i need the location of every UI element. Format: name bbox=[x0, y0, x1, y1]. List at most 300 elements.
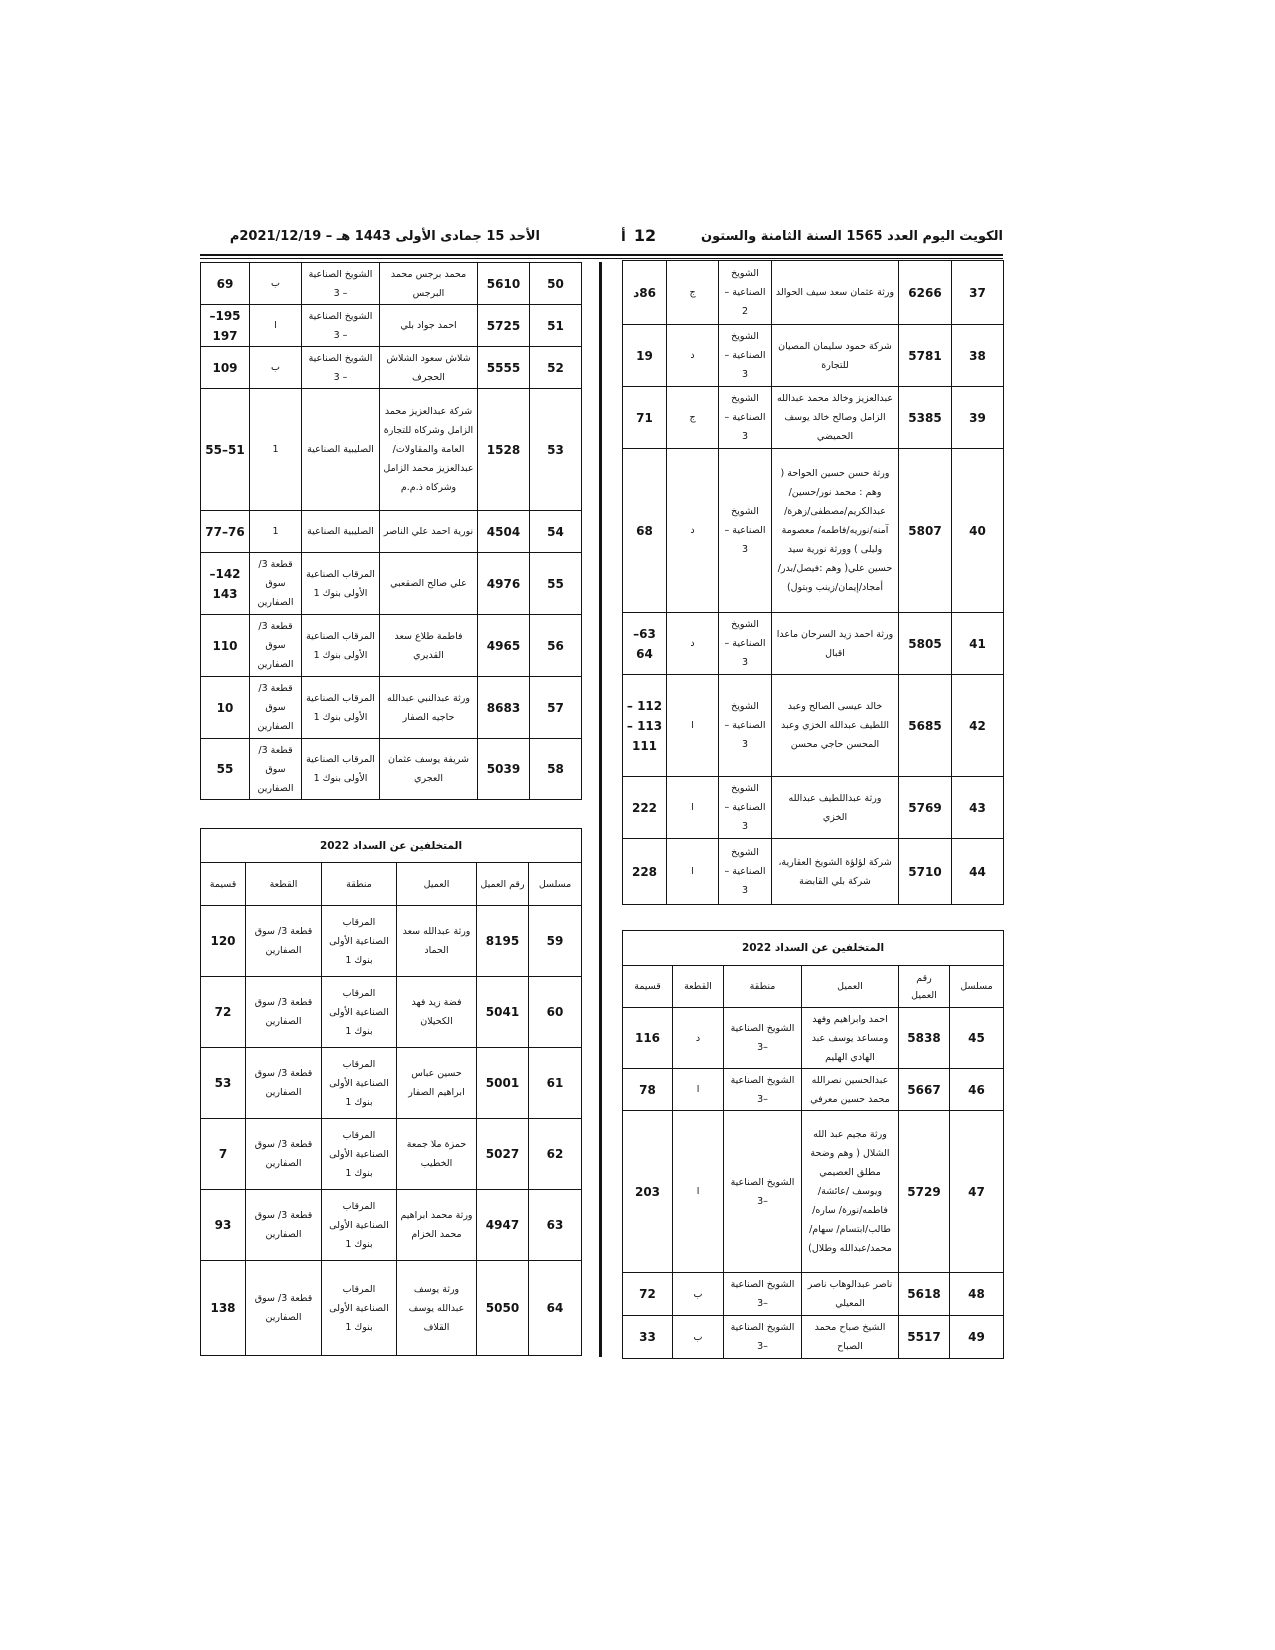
plot-text: 110 bbox=[212, 638, 238, 653]
block-cell bbox=[666, 613, 718, 674]
client-name-text: حمزة ملا جمعة الخطيب bbox=[406, 1139, 467, 1169]
area-cell bbox=[301, 389, 379, 510]
client-name-text: شركة لؤلؤة الشويخ العقارية، شركة بلي القابضة bbox=[778, 856, 892, 887]
plot-cell bbox=[201, 1261, 245, 1355]
plot-cell bbox=[623, 1069, 672, 1110]
plot-text: 86د bbox=[633, 285, 656, 300]
area-text: الشويخ الصناعية –3 bbox=[724, 506, 766, 555]
left-top-table bbox=[200, 262, 582, 800]
area-cell bbox=[321, 906, 396, 976]
serial-cell bbox=[529, 305, 581, 346]
serial-cell bbox=[949, 1316, 1003, 1358]
serial-cell bbox=[529, 615, 581, 676]
plot-cell bbox=[201, 389, 249, 510]
serial-cell bbox=[529, 511, 581, 552]
client-number-cell bbox=[898, 839, 951, 904]
area-cell bbox=[321, 1261, 396, 1355]
serial-cell bbox=[528, 1261, 581, 1355]
column-header bbox=[949, 966, 1003, 1007]
plot-text: 195–197 bbox=[209, 308, 241, 343]
client-number-cell bbox=[476, 1190, 528, 1260]
block-cell bbox=[245, 1190, 321, 1260]
client-number-cell bbox=[477, 553, 529, 614]
client-name-text: ناصر عبدالوهاب ناصر المعيلي bbox=[807, 1279, 893, 1309]
area-text: الشويخ الصناعية –3 bbox=[724, 847, 766, 896]
plot-cell bbox=[201, 553, 249, 614]
column-header bbox=[396, 863, 476, 905]
area-cell bbox=[301, 677, 379, 738]
serial-cell bbox=[529, 739, 581, 799]
table-row bbox=[623, 261, 1003, 325]
serial-text: 53 bbox=[547, 442, 564, 457]
column-header-label: العميل bbox=[837, 981, 863, 992]
serial-text: 43 bbox=[969, 800, 986, 815]
table-title: المتخلفين عن السداد 2022 bbox=[201, 829, 581, 863]
block-cell bbox=[666, 387, 718, 448]
block-text: ج bbox=[689, 412, 696, 423]
area-cell bbox=[718, 449, 771, 612]
serial-text: 56 bbox=[547, 638, 564, 653]
client-name-text: نورية احمد علي الناصر bbox=[383, 526, 474, 537]
client-number-text: 5610 bbox=[486, 276, 521, 291]
area-text: الشويخ الصناعية –3 bbox=[724, 619, 766, 668]
block-text: قطعة 3/ سوق الصفارين bbox=[257, 559, 294, 608]
area-text: الشويخ الصناعية –3 bbox=[730, 1176, 795, 1207]
client-number-text: 5769 bbox=[908, 800, 942, 815]
block-text: ا bbox=[274, 320, 277, 331]
client-number-cell bbox=[898, 325, 951, 386]
area-cell bbox=[718, 387, 771, 448]
area-cell bbox=[718, 675, 771, 776]
area-text: المرقاب الصناعية الأولى بنوك 1 bbox=[329, 916, 389, 966]
plot-cell bbox=[623, 1111, 672, 1272]
serial-text: 37 bbox=[969, 285, 986, 300]
serial-text: 60 bbox=[546, 1005, 564, 1019]
serial-cell bbox=[528, 1190, 581, 1260]
plot-cell bbox=[201, 347, 249, 388]
column-header-row bbox=[623, 966, 1003, 1008]
block-cell bbox=[666, 449, 718, 612]
plot-text: 69 bbox=[216, 276, 234, 291]
column-header-label: قسيمة bbox=[209, 878, 237, 890]
plot-text: 72 bbox=[639, 1287, 656, 1301]
area-text: المرقاب الصناعية الأولى بنوك 1 bbox=[306, 754, 375, 784]
client-number-cell bbox=[477, 739, 529, 799]
block-cell bbox=[245, 906, 321, 976]
plot-cell bbox=[201, 263, 249, 304]
plot-cell bbox=[623, 1273, 672, 1315]
column-header-label: قسيمة bbox=[634, 981, 661, 992]
client-number-cell bbox=[898, 1111, 949, 1272]
table-row bbox=[201, 1261, 581, 1355]
client-number-text: 5027 bbox=[485, 1147, 520, 1161]
client-name-cell bbox=[771, 325, 898, 386]
table-row bbox=[201, 1048, 581, 1119]
publication-info: الكويت اليوم العدد 1565 السنة الثامنة والستون bbox=[701, 229, 1003, 244]
client-name-cell bbox=[379, 677, 477, 738]
client-name-cell bbox=[396, 1119, 476, 1189]
client-name-text: ورثة يوسف عبدالله يوسف القلاف bbox=[408, 1283, 465, 1333]
client-number-text: 8195 bbox=[485, 934, 520, 948]
block-text: 1 bbox=[272, 444, 279, 455]
client-number-text: 5039 bbox=[486, 762, 521, 776]
serial-cell bbox=[949, 1111, 1003, 1272]
plot-cell bbox=[201, 511, 249, 552]
client-number-text: 5555 bbox=[486, 360, 521, 375]
serial-text: 63 bbox=[546, 1218, 564, 1232]
plot-text: 55 bbox=[216, 762, 234, 776]
table-row bbox=[623, 387, 1003, 449]
client-number-cell bbox=[477, 347, 529, 388]
plot-cell bbox=[201, 1048, 245, 1118]
client-name-cell bbox=[396, 1048, 476, 1118]
issue-date: الأحد 15 جمادى الأولى 1443 هـ – 2021/12/19م bbox=[229, 229, 540, 244]
client-number-cell bbox=[476, 1048, 528, 1118]
serial-cell bbox=[951, 613, 1003, 674]
client-name-cell bbox=[379, 511, 477, 552]
area-cell bbox=[321, 1119, 396, 1189]
plot-text: 203 bbox=[634, 1184, 661, 1199]
serial-text: 44 bbox=[969, 864, 986, 879]
plot-cell bbox=[201, 906, 245, 976]
client-number-cell bbox=[476, 1261, 528, 1355]
column-header-label: القطعة bbox=[269, 878, 298, 890]
column-header-row bbox=[201, 863, 581, 906]
column-header-label: القطعة bbox=[684, 981, 712, 992]
client-name-text: شركة عبدالعزيز محمد الزامل وشركاه للتجارة العامة والمقاولات/عبدالعزيز محمد الزامل وشركاه ذ.م.م bbox=[383, 406, 474, 493]
client-number-text: 5517 bbox=[907, 1330, 941, 1344]
table-row bbox=[623, 449, 1003, 613]
block-cell bbox=[249, 739, 301, 799]
client-name-cell bbox=[771, 449, 898, 612]
block-cell bbox=[249, 389, 301, 510]
serial-text: 38 bbox=[969, 348, 986, 363]
client-number-text: 5729 bbox=[907, 1184, 941, 1199]
area-text: الشويخ الصناعية –3 bbox=[724, 701, 766, 750]
table-row bbox=[623, 613, 1003, 675]
table-row bbox=[201, 1190, 581, 1261]
client-name-cell bbox=[379, 347, 477, 388]
plot-cell bbox=[201, 1119, 245, 1189]
block-text: قطعة 3/ سوق الصفارين bbox=[254, 1210, 313, 1240]
serial-cell bbox=[951, 325, 1003, 386]
client-name-text: شركة حمود سليمان المصيان للتجارة bbox=[778, 340, 892, 371]
client-number-text: 5050 bbox=[485, 1301, 520, 1315]
client-name-cell bbox=[379, 263, 477, 304]
client-name-cell bbox=[801, 1316, 898, 1358]
plot-text: 19 bbox=[636, 348, 653, 363]
area-cell bbox=[301, 553, 379, 614]
serial-text: 62 bbox=[546, 1147, 564, 1161]
block-text: د bbox=[690, 525, 695, 536]
client-number-text: 5685 bbox=[908, 718, 942, 733]
column-header-label: مسلسل bbox=[960, 981, 993, 992]
client-name-text: ورثة حسن حسين الحواحة ( وهم : محمد نور/حسين/عبدالكريم/مصطفى/زهرة/آمنه/نوريه/فاطمه/ معصومة وليلى ) وورثة نورية سيد حسين علي( وهم :فيصل/بدر/أمجاد/إيمان/زينب وبتول) bbox=[777, 468, 893, 593]
serial-text: 49 bbox=[968, 1330, 985, 1344]
client-number-text: 8683 bbox=[486, 700, 521, 715]
client-number-cell bbox=[476, 906, 528, 976]
client-number-text: 1528 bbox=[486, 442, 521, 457]
area-text: الشويخ الصناعية –3 bbox=[724, 331, 766, 380]
plot-text: 63–64 bbox=[633, 626, 656, 661]
client-name-text: شريفة يوسف عثمان العجري bbox=[387, 754, 470, 784]
column-header bbox=[476, 863, 528, 905]
header-rule bbox=[200, 254, 1003, 256]
plot-text: 142–143 bbox=[209, 566, 241, 601]
client-name-text: عبدالعزيز وخالد محمد عبدالله الزامل وصالح خالد يوسف الحميضي bbox=[776, 393, 894, 442]
serial-text: 64 bbox=[546, 1301, 564, 1315]
block-cell bbox=[249, 305, 301, 346]
area-text: الشويخ الصناعية –3 bbox=[724, 783, 766, 832]
area-text: الشويخ الصناعية – 3 bbox=[308, 352, 373, 383]
block-cell bbox=[666, 261, 718, 324]
plot-text: 53 bbox=[214, 1076, 232, 1090]
area-text: الشويخ الصناعية –3 bbox=[724, 393, 766, 442]
client-number-cell bbox=[476, 1119, 528, 1189]
client-name-text: ورثة عثمان سعد سيف الحوالد bbox=[775, 287, 895, 298]
client-number-text: 5001 bbox=[485, 1076, 520, 1090]
block-text: قطعة 3/ سوق الصفارين bbox=[257, 621, 294, 670]
client-name-text: علي صالح الصقعبي bbox=[390, 578, 467, 589]
plot-text: 76–77 bbox=[205, 524, 245, 539]
area-text: المرقاب الصناعية الأولى بنوك 1 bbox=[329, 987, 389, 1037]
block-text: قطعة 3/ سوق الصفارين bbox=[257, 683, 294, 732]
table-row bbox=[201, 347, 581, 389]
serial-text: 57 bbox=[547, 700, 564, 715]
client-name-text: محمد برجس محمد البرجس bbox=[390, 268, 467, 299]
client-name-cell bbox=[771, 777, 898, 838]
table-row bbox=[623, 1316, 1003, 1358]
client-number-text: 6266 bbox=[908, 285, 942, 300]
block-text: 1 bbox=[272, 526, 279, 537]
left-bottom-table bbox=[200, 828, 582, 1356]
serial-text: 45 bbox=[968, 1031, 985, 1045]
area-text: المرقاب الصناعية الأولى بنوك 1 bbox=[329, 1129, 389, 1179]
serial-text: 47 bbox=[968, 1184, 985, 1199]
area-text: الصليبية الصناعية bbox=[307, 444, 374, 455]
plot-cell bbox=[201, 615, 249, 676]
client-number-cell bbox=[477, 615, 529, 676]
table-row bbox=[201, 263, 581, 305]
area-text: الشويخ الصناعية –3 bbox=[730, 1023, 795, 1053]
block-cell bbox=[672, 1069, 723, 1110]
serial-cell bbox=[528, 1119, 581, 1189]
client-number-text: 4504 bbox=[486, 524, 521, 539]
block-text: قطعة 3/ سوق الصفارين bbox=[257, 744, 294, 794]
table-title: المتخلفين عن السداد 2022 bbox=[623, 931, 1003, 966]
column-header-label: منطقة bbox=[749, 981, 776, 992]
plot-cell bbox=[623, 1316, 672, 1358]
area-text: الشويخ الصناعية –3 bbox=[730, 1322, 795, 1352]
block-text: ا bbox=[691, 802, 694, 813]
client-name-cell bbox=[379, 615, 477, 676]
area-cell bbox=[321, 1048, 396, 1118]
plot-text: 78 bbox=[639, 1082, 656, 1097]
serial-text: 50 bbox=[547, 276, 564, 291]
column-header-label: مسلسل bbox=[538, 878, 572, 890]
area-text: المرقاب الصناعية الأولى بنوك 1 bbox=[306, 630, 375, 661]
client-name-cell bbox=[801, 1069, 898, 1110]
area-text: الشويخ الصناعية –3 bbox=[730, 1074, 795, 1105]
serial-text: 61 bbox=[546, 1076, 564, 1090]
area-cell bbox=[723, 1069, 801, 1110]
page-section: أ bbox=[621, 229, 626, 245]
client-name-text: خالد عيسى الصالح وعبد اللطيف عبدالله الخزي وعبد المحسن حاجي محسن bbox=[781, 701, 889, 750]
table-row bbox=[201, 906, 581, 977]
client-name-cell bbox=[771, 613, 898, 674]
area-cell bbox=[301, 347, 379, 388]
column-header-label: منطقة bbox=[346, 878, 372, 890]
client-name-text: ورثة احمد زيد السرحان ماعدا اقبال bbox=[776, 628, 894, 659]
plot-cell bbox=[623, 839, 666, 904]
client-number-cell bbox=[898, 613, 951, 674]
serial-cell bbox=[949, 1069, 1003, 1110]
client-name-text: ورثة عبداللطيف عبدالله الخزي bbox=[788, 792, 882, 823]
area-text: المرقاب الصناعية الأولى بنوك 1 bbox=[329, 1283, 389, 1333]
table-row bbox=[623, 1111, 1003, 1273]
plot-cell bbox=[201, 677, 249, 738]
block-cell bbox=[672, 1316, 723, 1358]
client-number-text: 5725 bbox=[486, 318, 521, 333]
serial-cell bbox=[529, 553, 581, 614]
client-name-text: ورثة عبدالنبي عبدالله حاجيه الصفار bbox=[387, 692, 470, 723]
plot-text: 222 bbox=[631, 800, 658, 815]
serial-text: 39 bbox=[969, 410, 986, 425]
page-number bbox=[621, 226, 656, 245]
area-cell bbox=[301, 615, 379, 676]
area-cell bbox=[718, 839, 771, 904]
client-name-text: ورثة عبدالله سعد الحماد bbox=[402, 926, 471, 956]
area-cell bbox=[718, 325, 771, 386]
serial-cell bbox=[528, 906, 581, 976]
table-row bbox=[201, 677, 581, 739]
table-row bbox=[623, 325, 1003, 387]
client-name-cell bbox=[396, 1190, 476, 1260]
block-text: ب bbox=[693, 1331, 703, 1343]
column-header bbox=[528, 863, 581, 905]
plot-text: 112 – 113 – 111 bbox=[626, 698, 663, 753]
client-number-text: 4947 bbox=[485, 1218, 520, 1232]
column-header bbox=[801, 966, 898, 1007]
table-row bbox=[201, 615, 581, 677]
column-header-label: العميل bbox=[423, 878, 450, 890]
block-text: ا bbox=[691, 720, 694, 731]
area-cell bbox=[718, 777, 771, 838]
client-number-text: 4965 bbox=[486, 638, 521, 653]
area-text: الشويخ الصناعية – 3 bbox=[308, 268, 373, 299]
area-cell bbox=[321, 977, 396, 1047]
block-text: ب bbox=[271, 362, 280, 373]
serial-cell bbox=[528, 977, 581, 1047]
client-number-cell bbox=[476, 977, 528, 1047]
serial-text: 41 bbox=[969, 636, 986, 651]
plot-cell bbox=[623, 261, 666, 324]
table-row bbox=[201, 553, 581, 615]
area-text: الشويخ الصناعية –2 bbox=[724, 268, 766, 317]
serial-text: 40 bbox=[969, 523, 986, 538]
block-cell bbox=[249, 677, 301, 738]
block-text: ا bbox=[696, 1084, 700, 1095]
client-number-cell bbox=[898, 1008, 949, 1068]
serial-text: 42 bbox=[969, 718, 986, 733]
client-name-cell bbox=[379, 305, 477, 346]
block-cell bbox=[245, 1048, 321, 1118]
column-header-label: رقم العميل bbox=[911, 972, 937, 1001]
client-name-text: احمد جواد بلي bbox=[400, 320, 457, 331]
area-text: الشويخ الصناعية –3 bbox=[730, 1279, 795, 1309]
client-number-cell bbox=[898, 1316, 949, 1358]
plot-text: 120 bbox=[210, 934, 236, 948]
block-cell bbox=[245, 1261, 321, 1355]
area-text: المرقاب الصناعية الأولى بنوك 1 bbox=[329, 1200, 389, 1250]
area-text: الشويخ الصناعية – 3 bbox=[308, 310, 373, 341]
area-cell bbox=[321, 1190, 396, 1260]
table-row bbox=[201, 739, 581, 799]
table-row bbox=[623, 1273, 1003, 1316]
block-cell bbox=[249, 347, 301, 388]
serial-text: 51 bbox=[547, 318, 564, 333]
header-rule-thin bbox=[200, 258, 1003, 259]
table-row bbox=[623, 1069, 1003, 1111]
serial-text: 58 bbox=[547, 762, 564, 776]
table-row bbox=[623, 777, 1003, 839]
plot-text: 71 bbox=[636, 410, 653, 425]
block-text: ب bbox=[271, 278, 280, 289]
block-cell bbox=[249, 615, 301, 676]
client-name-cell bbox=[771, 839, 898, 904]
plot-text: 138 bbox=[210, 1301, 236, 1315]
serial-cell bbox=[951, 261, 1003, 324]
plot-cell bbox=[201, 305, 249, 346]
client-number-cell bbox=[898, 675, 951, 776]
block-cell bbox=[666, 839, 718, 904]
client-name-text: شلاش سعود الشلاش الحجرف bbox=[386, 352, 471, 383]
block-text: قطعة 3/ سوق الصفارين bbox=[254, 1139, 313, 1169]
client-name-text: ورثة محمد ابراهيم محمد الخزام bbox=[400, 1210, 473, 1240]
client-number-text: 5710 bbox=[908, 864, 942, 879]
client-number-text: 5667 bbox=[907, 1082, 941, 1097]
plot-cell bbox=[201, 977, 245, 1047]
serial-cell bbox=[949, 1008, 1003, 1068]
plot-text: 7 bbox=[218, 1147, 228, 1161]
plot-cell bbox=[623, 325, 666, 386]
client-number-cell bbox=[477, 389, 529, 510]
client-number-text: 5781 bbox=[908, 348, 942, 363]
client-name-text: فضة زيد فهد الكحيلان bbox=[411, 997, 462, 1027]
block-text: ج bbox=[689, 287, 696, 298]
area-cell bbox=[301, 511, 379, 552]
serial-text: 46 bbox=[968, 1082, 985, 1097]
block-text: قطعة 3/ سوق الصفارين bbox=[254, 926, 313, 956]
client-name-cell bbox=[801, 1008, 898, 1068]
client-name-text: ورثة مجيم عبد الله الشلال ( وهم وضحة مطلق العصيمي ويوسف /عائشة/فاطمه/نورة/ ساره/طالب/ابتسام/ سهام/محمد/عبدالله وطلال) bbox=[808, 1129, 892, 1254]
client-number-cell bbox=[898, 261, 951, 324]
column-header bbox=[623, 966, 672, 1007]
area-cell bbox=[718, 613, 771, 674]
column-header bbox=[245, 863, 321, 905]
area-text: المرقاب الصناعية الأولى بنوك 1 bbox=[306, 692, 375, 723]
column-header bbox=[723, 966, 801, 1007]
area-cell bbox=[301, 263, 379, 304]
client-name-cell bbox=[801, 1111, 898, 1272]
client-name-cell bbox=[801, 1273, 898, 1315]
plot-cell bbox=[201, 739, 249, 799]
plot-cell bbox=[623, 387, 666, 448]
plot-text: 10 bbox=[216, 700, 234, 715]
block-cell bbox=[249, 553, 301, 614]
block-text: قطعة 3/ سوق الصفارين bbox=[254, 1068, 313, 1098]
plot-text: 33 bbox=[639, 1330, 656, 1344]
